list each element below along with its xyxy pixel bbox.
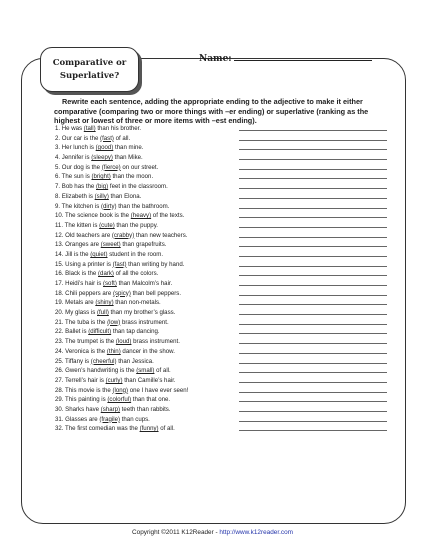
adjective-prompt: (cheerful) xyxy=(90,357,117,365)
sentence-text xyxy=(55,221,158,231)
sentence-text xyxy=(55,211,184,221)
answer-line[interactable] xyxy=(239,217,387,218)
adjective-prompt: (difficult) xyxy=(88,328,112,336)
adjective-prompt: (tall) xyxy=(83,125,96,132)
sentence-text xyxy=(55,134,130,144)
adjective-prompt: (cute) xyxy=(99,221,115,229)
sentence-start: 14. Jill is the xyxy=(55,250,91,258)
answer-line[interactable] xyxy=(239,227,387,228)
sentence-start: 9. The kitchen is xyxy=(55,202,101,210)
sentence-end: brass instrument. xyxy=(120,318,169,326)
sentence-row xyxy=(55,231,390,241)
sentence-end: teeth than rabbits. xyxy=(120,405,171,413)
sentence-row xyxy=(55,308,390,318)
adjective-prompt: (dirty) xyxy=(100,202,117,210)
sentence-end: dancer in the show. xyxy=(120,347,175,355)
adjective-prompt: (sharp) xyxy=(100,405,121,413)
adjective-prompt: (big) xyxy=(96,183,109,191)
sentence-end: student in the room. xyxy=(107,250,164,258)
sentence-start: 20. My glass is xyxy=(55,309,97,317)
sentence-row xyxy=(55,337,390,347)
sentence-text xyxy=(55,424,175,434)
sentence-end: on our street. xyxy=(120,163,159,171)
adjective-prompt: (fast) xyxy=(112,260,127,268)
sentence-text xyxy=(55,202,169,212)
name-label: Name: xyxy=(199,54,232,64)
adjective-prompt: (fragile) xyxy=(99,415,121,423)
sentence-end: than non-metals. xyxy=(113,299,161,307)
answer-line[interactable] xyxy=(239,140,387,141)
name-field xyxy=(199,51,372,64)
sentence-end: than writing by hand. xyxy=(126,260,185,268)
sentence-row xyxy=(55,250,390,260)
answer-line[interactable] xyxy=(239,208,387,209)
sentence-row xyxy=(55,143,390,153)
sentence-start: 7. Bob has the xyxy=(55,183,96,191)
sentence-start: 25. Tiffany is xyxy=(55,357,91,365)
sentence-start: 22. Ballet is xyxy=(55,328,89,336)
sentence-start: 16. Black is the xyxy=(55,270,99,278)
copyright-text: Copyright ©2011 K12Reader - xyxy=(132,529,220,536)
sentence-end: than my brother’s glass. xyxy=(108,309,176,317)
sentence-end: feet in the classroom. xyxy=(108,183,168,191)
adjective-prompt: (small) xyxy=(136,367,155,375)
sentence-text xyxy=(55,124,141,134)
sentence-row xyxy=(55,192,390,202)
sentence-start: 30. Sharks have xyxy=(55,405,101,413)
adjective-prompt: (spicy) xyxy=(112,289,131,297)
sentence-row xyxy=(55,327,390,337)
answer-line[interactable] xyxy=(239,169,387,170)
answer-line[interactable] xyxy=(239,363,387,364)
sentence-text xyxy=(55,192,141,202)
answer-line[interactable] xyxy=(239,266,387,267)
sentence-start: 26. Gwen’s handwriting is the xyxy=(55,367,137,375)
answer-line[interactable] xyxy=(239,324,387,325)
title-line-2: Superlative? xyxy=(59,70,120,81)
adjective-prompt: (fast) xyxy=(100,134,114,142)
adjective-prompt: (crabby) xyxy=(111,231,135,239)
sentence-start: 5. Our dog is the xyxy=(55,163,102,171)
instructions xyxy=(54,97,390,126)
sentence-start: 11. The kitten is xyxy=(55,221,100,229)
sentence-row xyxy=(55,182,390,192)
sentence-row xyxy=(55,405,390,415)
adjective-prompt: (full) xyxy=(97,309,109,317)
adjective-prompt: (sleepy) xyxy=(91,154,113,162)
sentence-list xyxy=(55,124,390,434)
adjective-prompt: (heavy) xyxy=(130,212,152,220)
adjective-prompt: (colorful) xyxy=(107,396,132,404)
sentence-row xyxy=(55,163,390,173)
footer-link[interactable]: http://www.k12reader.com xyxy=(219,529,293,536)
sentence-start: 3. Her lunch is xyxy=(55,144,96,152)
adjective-prompt: (silly) xyxy=(94,192,109,200)
sentence-start: 8. Elizabeth is xyxy=(55,192,95,200)
answer-line[interactable] xyxy=(239,295,387,296)
sentence-text xyxy=(55,366,171,376)
sentence-start: 1. He was xyxy=(55,125,84,132)
adjective-prompt: (long) xyxy=(112,386,129,394)
title-line-1: Comparative or xyxy=(52,57,127,68)
answer-line[interactable] xyxy=(239,333,387,334)
sentence-text xyxy=(55,308,175,318)
sentence-end: of the texts. xyxy=(151,212,185,220)
answer-line[interactable] xyxy=(239,149,387,150)
adjective-prompt: (sweet) xyxy=(100,241,121,249)
sentence-end: than Jessica. xyxy=(116,357,154,365)
sentence-end: than Camille’s hair. xyxy=(122,376,176,384)
sentence-row xyxy=(55,269,390,279)
answer-line[interactable] xyxy=(239,159,387,160)
sentence-start: 23. The trumpet is the xyxy=(55,338,116,346)
answer-line[interactable] xyxy=(239,246,387,247)
sentence-row xyxy=(55,366,390,376)
answer-line[interactable] xyxy=(239,188,387,189)
answer-line[interactable] xyxy=(239,411,387,412)
sentence-start: 18. Chili peppers are xyxy=(55,289,113,297)
answer-line[interactable] xyxy=(239,392,387,393)
sentence-start: 28. This movie is the xyxy=(55,386,113,394)
sentence-end: than bell peppers. xyxy=(130,289,182,297)
sentence-text xyxy=(55,337,180,347)
sentence-row xyxy=(55,386,390,396)
sentence-start: 31. Glasses are xyxy=(55,415,100,423)
sentence-end: than the bathroom. xyxy=(116,202,170,210)
sentence-start: 6. The sun is xyxy=(55,173,92,181)
sentence-end: than cups. xyxy=(120,415,150,423)
sentence-end: than his brother. xyxy=(95,125,142,132)
sentence-text xyxy=(55,327,160,337)
sentence-end: than grapefruits. xyxy=(120,241,167,249)
adjective-prompt: (good) xyxy=(95,144,114,152)
sentence-row xyxy=(55,376,390,386)
adjective-prompt: (thin) xyxy=(106,347,121,355)
sentence-start: 4. Jennifer is xyxy=(55,154,92,162)
sentence-start: 32. The first comedian was the xyxy=(55,425,140,433)
sentence-row xyxy=(55,424,390,434)
adjective-prompt: (curly) xyxy=(105,376,123,384)
sentence-text xyxy=(55,240,166,250)
sentence-text xyxy=(55,357,154,367)
sentence-row xyxy=(55,415,390,425)
answer-line[interactable] xyxy=(239,421,387,422)
sentence-text xyxy=(55,260,184,270)
sentence-start: 12. Old teachers are xyxy=(55,231,112,239)
sentence-row xyxy=(55,395,390,405)
sentence-text xyxy=(55,415,150,425)
adjective-prompt: (funny) xyxy=(139,425,159,433)
answer-line[interactable] xyxy=(239,314,387,315)
adjective-prompt: (loud) xyxy=(115,338,132,346)
adjective-prompt: (fierce) xyxy=(101,163,121,171)
sentence-row xyxy=(55,357,390,367)
footer xyxy=(0,529,425,536)
answer-line[interactable] xyxy=(239,198,387,199)
sentence-start: 29. This painting is xyxy=(55,396,108,404)
answer-line[interactable] xyxy=(239,130,387,131)
sentence-end: of all. xyxy=(113,134,131,142)
answer-line[interactable] xyxy=(239,178,387,179)
answer-line[interactable] xyxy=(239,275,387,276)
sentence-text xyxy=(55,405,171,415)
sentence-text xyxy=(55,153,143,163)
sentence-text xyxy=(55,182,168,192)
sentence-start: 2. Our car is the xyxy=(55,134,101,142)
sentence-row xyxy=(55,124,390,134)
sentence-text xyxy=(55,298,161,308)
sentence-text xyxy=(55,269,158,279)
answer-line[interactable] xyxy=(239,343,387,344)
answer-line[interactable] xyxy=(239,401,387,402)
adjective-prompt: (low) xyxy=(107,318,121,326)
sentence-text xyxy=(55,250,163,260)
sentence-end: than the puppy. xyxy=(114,221,158,229)
answer-line[interactable] xyxy=(239,285,387,286)
sentence-end: of all. xyxy=(154,367,171,375)
sentence-row xyxy=(55,347,390,357)
sentence-end: one I have ever seen! xyxy=(128,386,189,394)
sentence-row xyxy=(55,153,390,163)
sentence-row xyxy=(55,318,390,328)
answer-line[interactable] xyxy=(239,353,387,354)
adjective-prompt: (bright) xyxy=(91,173,111,181)
answer-line[interactable] xyxy=(239,430,387,431)
sentence-text xyxy=(55,279,172,289)
sentence-end: of all. xyxy=(158,425,175,433)
sentence-row xyxy=(55,202,390,212)
sentence-text xyxy=(55,347,175,357)
sentence-start: 13. Oranges are xyxy=(55,241,101,249)
answer-line[interactable] xyxy=(239,372,387,373)
sentence-text xyxy=(55,376,176,386)
sentence-text xyxy=(55,395,170,405)
sentence-row xyxy=(55,240,390,250)
sentence-start: 17. Heidi’s hair is xyxy=(55,280,103,287)
sentence-text xyxy=(55,289,181,299)
name-blank-line xyxy=(234,51,372,61)
sentence-start: 19. Metals are xyxy=(55,299,96,307)
sentence-start: 15. Using a printer is xyxy=(55,260,113,268)
sentence-text xyxy=(55,386,188,396)
sentence-start: 24. Veronica is the xyxy=(55,347,107,355)
sentence-end: than mine. xyxy=(113,144,144,152)
adjective-prompt: (soft) xyxy=(102,280,117,287)
sentence-end: than Elona. xyxy=(108,192,142,200)
sentence-text xyxy=(55,318,169,328)
sentence-row xyxy=(55,289,390,299)
adjective-prompt: (dark) xyxy=(98,270,114,278)
answer-line[interactable] xyxy=(239,237,387,238)
sentence-row xyxy=(55,172,390,182)
instructions-text: Rewrite each sentence, adding the appropriate ending to the adjective to make it either comparative (comparing two or more things with –er ending) or superlative (ranking as the highest or lowest of three or more items with –est ending). xyxy=(54,97,369,126)
sentence-row xyxy=(55,298,390,308)
sentence-end: than tap dancing. xyxy=(111,328,160,336)
sentence-start: 10. The science book is the xyxy=(55,212,131,220)
sentence-text xyxy=(55,143,143,153)
answer-line[interactable] xyxy=(239,256,387,257)
answer-line[interactable] xyxy=(239,382,387,383)
answer-line[interactable] xyxy=(239,304,387,305)
sentence-start: 21. The tuba is the xyxy=(55,318,108,326)
sentence-end: brass instrument. xyxy=(131,338,180,346)
sentence-text xyxy=(55,231,187,241)
sentence-end: than the moon. xyxy=(110,173,154,181)
sentence-text xyxy=(55,172,153,182)
sentence-row xyxy=(55,211,390,221)
sentence-text xyxy=(55,163,158,173)
adjective-prompt: (quiet) xyxy=(90,250,108,258)
sentence-row xyxy=(55,260,390,270)
sentence-end: of all the colors. xyxy=(113,270,159,278)
sentence-end: than Malcolm’s hair. xyxy=(116,280,173,287)
sentence-row xyxy=(55,221,390,231)
sentence-end: than that one. xyxy=(131,396,171,404)
sentence-row xyxy=(55,134,390,144)
sentence-row xyxy=(55,279,390,289)
adjective-prompt: (shiny) xyxy=(95,299,114,307)
sentence-end: than Mike. xyxy=(112,154,143,162)
worksheet-title xyxy=(40,47,139,92)
sentence-start: 27. Terrell’s hair is xyxy=(55,376,106,384)
sentence-end: than new teachers. xyxy=(134,231,188,239)
